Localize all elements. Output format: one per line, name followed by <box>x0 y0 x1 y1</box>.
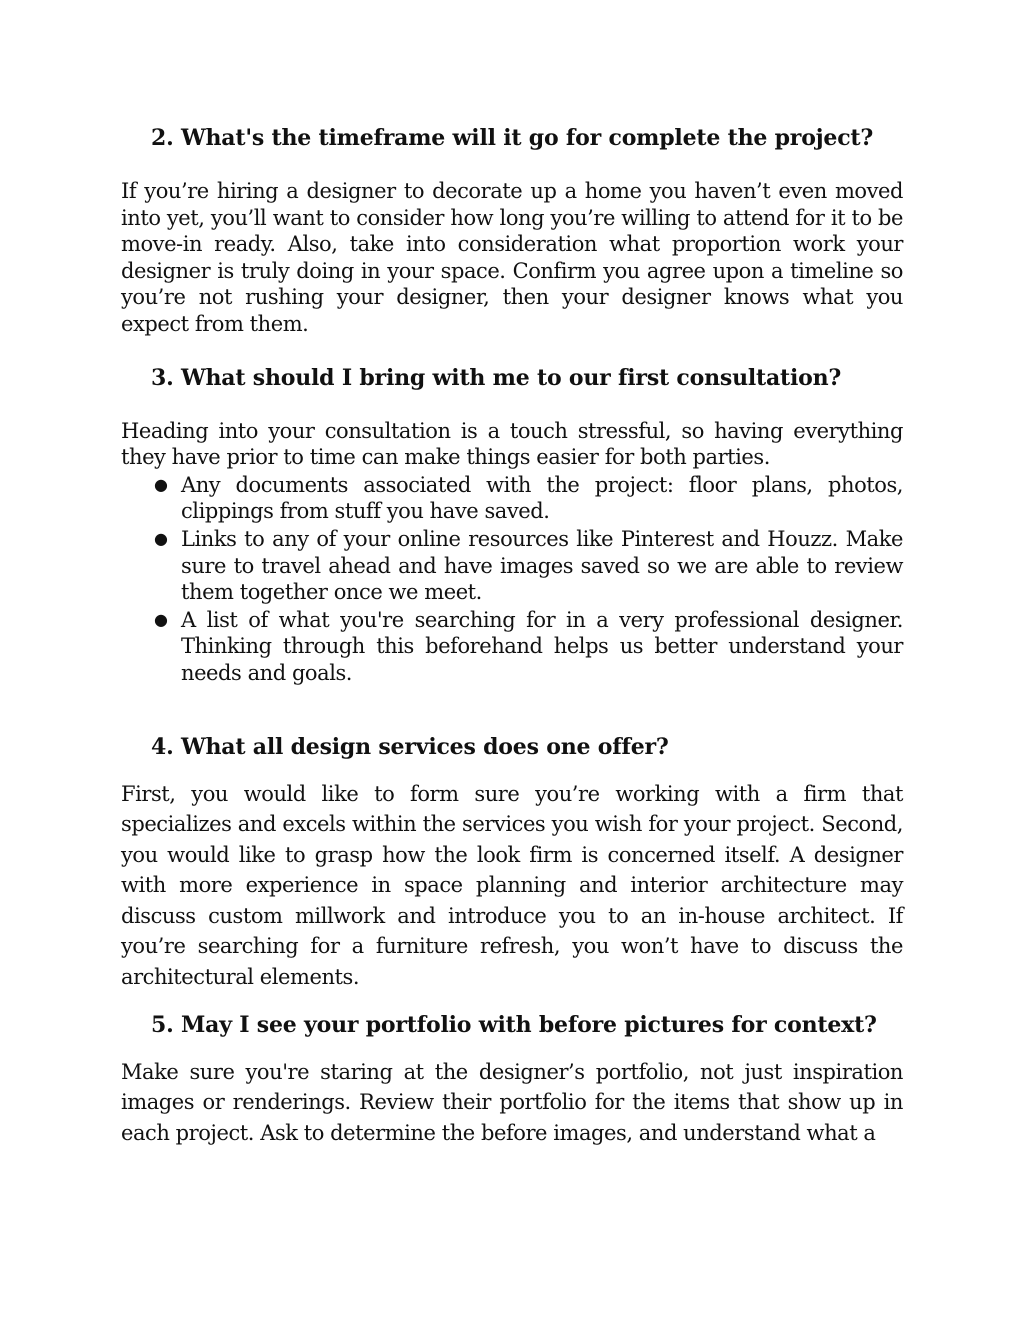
section-title: What should I bring with me to our first consultation? <box>181 364 842 391</box>
bullet-icon: ● <box>154 528 168 548</box>
section-body-2: If you’re hiring a designer to decorate up a home you haven’t even moved into yet, you’ll want to consider how long you’re willing to attend for it to be move-in ready. Also, take into consideration what proportion work your designer is truly doing in your space. Confirm you agree upon a timeline so you’re not rushing your designer, then your designer knows what you expect from them. <box>121 179 903 336</box>
section-body-4: First, you would like to form sure you’re working with a firm that specializes and excels within the services you wish for your project. Second, you would like to grasp how the look firm is concerned itself. A designer with more experience in space planning and interior architecture may discuss custom millwork and introduce you to an in-house architect. If you’re searching for a furniture refresh, you won’t have to discuss the architectural elements. <box>121 781 903 990</box>
bullet-icon: ● <box>154 609 168 629</box>
section-title: What's the timeframe will it go for complete the project? <box>181 125 874 151</box>
section-body-5: Make sure you're staring at the designer’s portfolio, not just inspiration images or renderings. Review their portfolio for the items that show up in each project. Ask to determine the before images, and understand what a <box>121 1059 903 1145</box>
list-item-text: A list of what you're searching for in a very professional designer. Thinking through this beforehand helps us better understand your needs and goals. <box>181 607 903 685</box>
section-title: May I see your portfolio with before pictures for context? <box>181 1011 877 1038</box>
section-number: 4. <box>151 733 174 760</box>
section-title: What all design services does one offer? <box>181 733 669 760</box>
list-item-text: Any documents associated with the project: floor plans, photos, clippings from stuff you have saved. <box>181 472 903 524</box>
bullet-list <box>121 472 903 687</box>
section-body-3: Heading into your consultation is a touch stressful, so having everything they have prior to time can make things easier for both parties. <box>121 418 903 470</box>
document-page <box>121 112 903 1148</box>
section-heading-2 <box>121 124 903 152</box>
section-heading-5 <box>121 1011 903 1039</box>
section-heading-4 <box>121 733 903 761</box>
list-item-text: Links to any of your online resources like Pinterest and Houzz. Make sure to travel ahead and have images saved so we are able to review them together once we meet. <box>181 526 903 605</box>
list-item <box>121 607 903 687</box>
section-number: 2. <box>151 125 174 151</box>
section-number: 3. <box>151 364 174 391</box>
list-item <box>121 526 903 606</box>
section-heading-3 <box>121 364 903 392</box>
list-item <box>121 472 903 525</box>
bullet-icon: ● <box>154 474 168 494</box>
section-number: 5. <box>151 1011 174 1038</box>
